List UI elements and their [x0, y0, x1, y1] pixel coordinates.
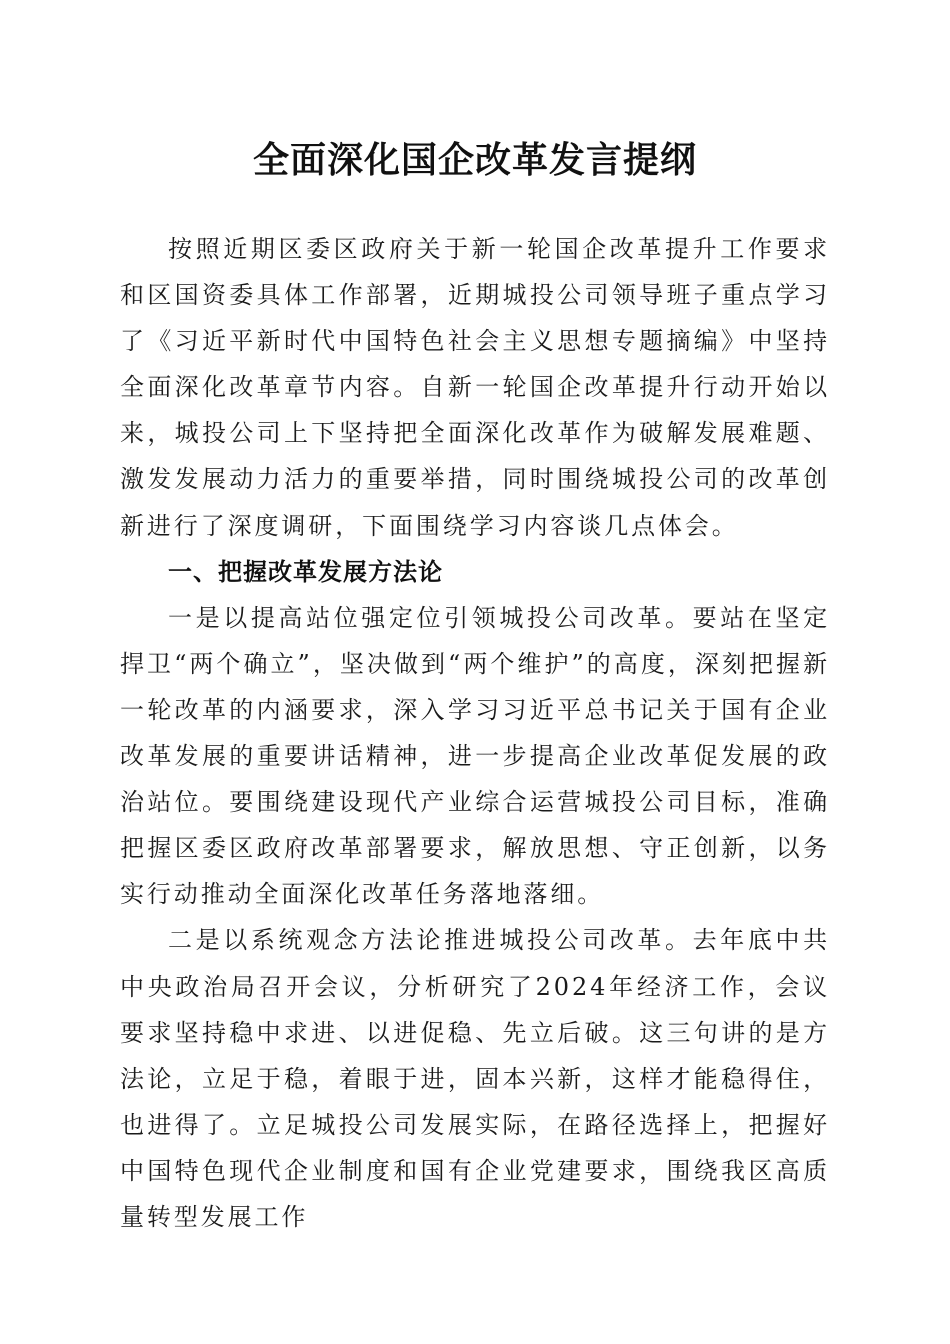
point-two-paragraph — [120, 917, 830, 1240]
document-body — [120, 226, 830, 1240]
document-title: 全面深化国企改革发言提纲 — [252, 139, 697, 181]
point-two-text: 去年底中共中央政治局召开会议，分析研究了2024年经济工作，会议要求坚持稳中求进、以进促稳、先立后破。这三句讲的是方法论，立足于稳，着眼于进，固本兴新，这样才能稳得住，也进得了。立足城投公司发展实际，在路径选择上，把握好中国特色现代企业制度和国有企业党建要求，围绕我区高质量转型发展工作 — [120, 926, 830, 1231]
point-one-lead: 一是以提高站位强定位引领城投公司改革。 — [168, 603, 693, 632]
intro-paragraph: 按照近期区委区政府关于新一轮国企改革提升工作要求和区国资委具体工作部署，近期城投公司领导班子重点学习了《习近平新时代中国特色社会主义思想专题摘编》中坚持全面深化改革章节内容。自新一轮国企改革提升行动开始以来，城投公司上下坚持把全面深化改革作为破解发展难题、激发发展动力活力的重要举措，同时围绕城投公司的改革创新进行了深度调研，下面围绕学习内容谈几点体会。 — [120, 235, 830, 540]
section-heading: 一、把握改革发展方法论 — [168, 557, 443, 586]
point-two-lead: 二是以系统观念方法论推进城投公司改革。 — [168, 926, 693, 955]
point-one-text: 要站在坚定捍卫“两个确立”，坚决做到“两个维护”的高度，深刻把握新一轮改革的内涵要求，深入学习习近平总书记关于国有企业改革发展的重要讲话精神，进一步提高企业改革促发展的政治站位。要围绕建设现代产业综合运营城投公司目标，准确把握区委区政府改革部署要求，解放思想、守正创新，以务实行动推动全面深化改革任务落地落细。 — [120, 603, 830, 909]
point-one-paragraph — [120, 595, 830, 918]
